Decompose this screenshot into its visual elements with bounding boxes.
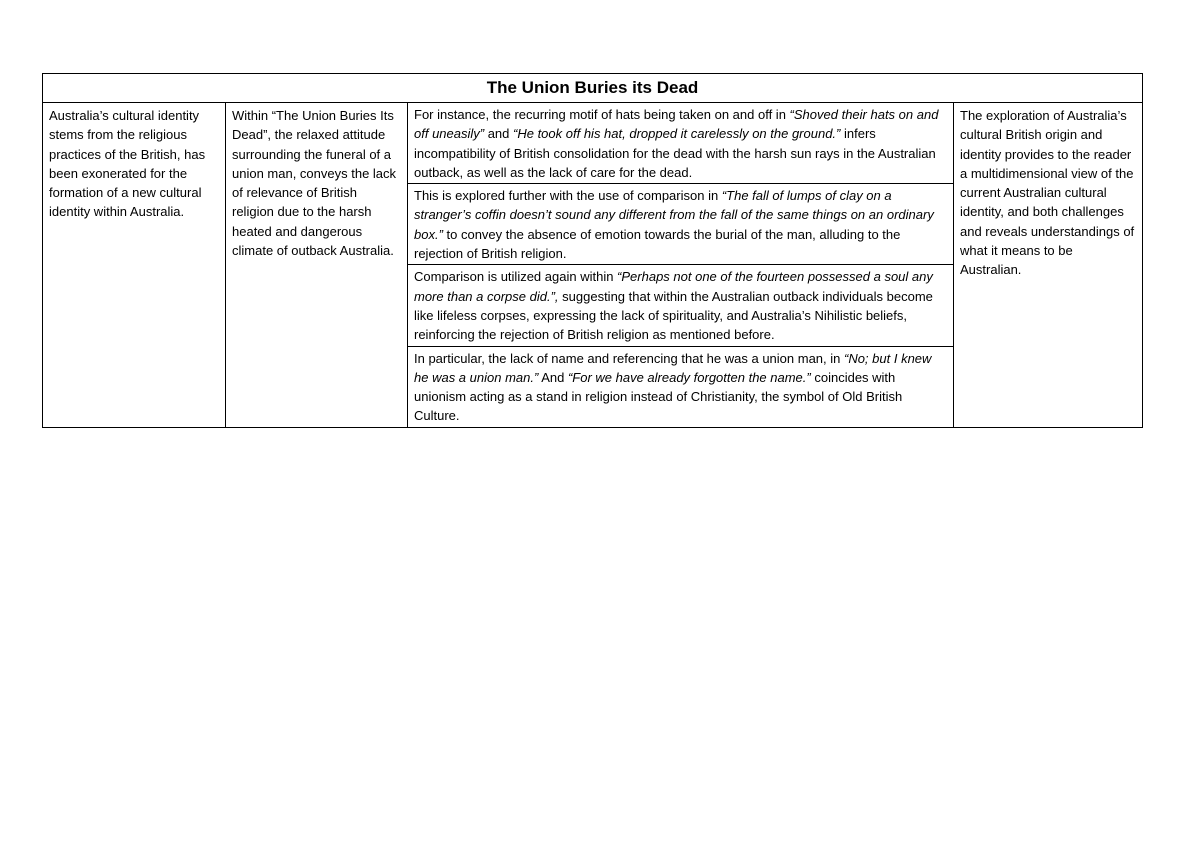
title-row: [43, 74, 1143, 103]
analysis-text: to convey the absence of emotion towards the burial of the man, alluding to the rejection of British religion.: [414, 226, 901, 262]
analysis-text: In particular, the lack of name and referencing that he was a union man, in: [414, 350, 844, 366]
analysis-text: suggesting that within the Australian outback individuals become like lifeless corpses, expressing the lack of spirituality, and Australia’s Nihilistic beliefs, reinforcing the rejection of British religion as mentioned before.: [414, 288, 933, 343]
analysis-cell: [408, 103, 954, 428]
context-cell: Australia’s cultural identity stems from the religious practices of the British, has been exonerated for the formation of a new cultural identity within Australia.: [43, 103, 226, 428]
analysis-table: [42, 73, 1143, 428]
analysis-text: This is explored further with the use of comparison in: [414, 188, 722, 204]
analysis-text: infers incompatibility of British consolidation for the dead with the harsh sun rays in the Australian outback, as well as the lack of care for the dead.: [414, 126, 936, 180]
analysis-text: For instance, the recurring motif of hats being taken on and off in: [414, 107, 790, 122]
quote-text: “Shoved their hats on and off uneasily”: [414, 107, 939, 142]
analysis-paragraph-soul: [408, 265, 953, 346]
quote-text: “He took off his hat, dropped it carelessly on the ground.”: [513, 126, 841, 142]
quote-text: “For we have already forgotten the name.”: [567, 369, 811, 385]
content-row: [43, 103, 1143, 428]
analysis-paragraph-hats: [408, 103, 953, 184]
analysis-text: and: [484, 126, 514, 142]
analysis-text: Comparison is utilized again within: [414, 269, 618, 285]
analysis-text: And: [538, 369, 568, 385]
quote-text: “The fall of lumps of clay on a stranger’s coffin doesn’t sound any different from the fall of the same things on an ordinary box.”: [414, 188, 934, 242]
conclusion-cell: The exploration of Australia’s cultural British origin and identity provides to the reader a multidimensional view of the current Australian cultural identity, and both challenges and reveals understandings of what it means to be Australian.: [954, 103, 1143, 428]
analysis-paragraph-coffin: [408, 184, 953, 265]
quote-text: “Perhaps not one of the fourteen possessed a soul any more than a corpse did.”,: [414, 269, 933, 304]
analysis-paragraph-union: [408, 347, 953, 427]
quote-text: “No; but I knew he was a union man.”: [414, 350, 932, 385]
analysis-text: coincides with unionism acting as a stand in religion instead of Christianity, the symbol of Old British Culture.: [414, 369, 903, 424]
text-focus-cell: Within “The Union Buries Its Dead”, the relaxed attitude surrounding the funeral of a union man, conveys the lack of relevance of British religion due to the harsh heated and dangerous climate of outback Australia.: [226, 103, 408, 428]
table-title: The Union Buries its Dead: [43, 74, 1143, 103]
